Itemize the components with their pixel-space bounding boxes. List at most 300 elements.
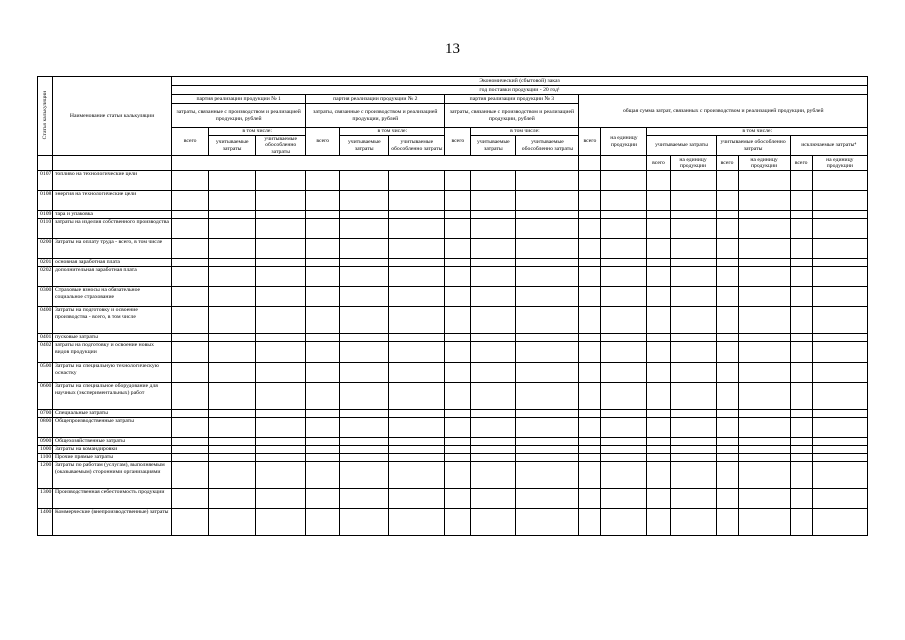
value-cell[interactable] — [670, 239, 716, 259]
value-cell[interactable] — [516, 363, 579, 383]
value-cell[interactable] — [516, 462, 579, 489]
value-cell[interactable] — [516, 287, 579, 307]
value-cell[interactable] — [340, 438, 389, 446]
value-cell[interactable] — [471, 287, 516, 307]
value-cell[interactable] — [256, 509, 306, 536]
value-cell[interactable] — [812, 383, 867, 410]
value-cell[interactable] — [716, 171, 738, 191]
value-cell[interactable] — [209, 171, 256, 191]
value-cell[interactable] — [340, 446, 389, 454]
value-cell[interactable] — [738, 363, 790, 383]
value-cell[interactable] — [389, 191, 445, 211]
value-cell[interactable] — [716, 191, 738, 211]
value-cell[interactable] — [738, 219, 790, 239]
value-cell[interactable] — [172, 418, 209, 438]
value-cell[interactable] — [670, 259, 716, 267]
value-cell[interactable] — [306, 171, 340, 191]
value-cell[interactable] — [389, 219, 445, 239]
value-cell[interactable] — [209, 267, 256, 287]
value-cell[interactable] — [716, 219, 738, 239]
value-cell[interactable] — [647, 410, 670, 418]
value-cell[interactable] — [209, 454, 256, 462]
value-cell[interactable] — [647, 342, 670, 363]
value-cell[interactable] — [256, 342, 306, 363]
value-cell[interactable] — [445, 287, 471, 307]
value-cell[interactable] — [172, 219, 209, 239]
value-cell[interactable] — [812, 287, 867, 307]
value-cell[interactable] — [172, 489, 209, 509]
value-cell[interactable] — [790, 438, 812, 446]
value-cell[interactable] — [172, 287, 209, 307]
value-cell[interactable] — [471, 259, 516, 267]
value-cell[interactable] — [256, 267, 306, 287]
value-cell[interactable] — [601, 383, 647, 410]
value-cell[interactable] — [389, 489, 445, 509]
value-cell[interactable] — [306, 489, 340, 509]
value-cell[interactable] — [738, 171, 790, 191]
value-cell[interactable] — [579, 446, 601, 454]
value-cell[interactable] — [812, 363, 867, 383]
value-cell[interactable] — [340, 509, 389, 536]
value-cell[interactable] — [738, 438, 790, 446]
value-cell[interactable] — [647, 287, 670, 307]
value-cell[interactable] — [647, 191, 670, 211]
value-cell[interactable] — [209, 211, 256, 219]
value-cell[interactable] — [306, 454, 340, 462]
value-cell[interactable] — [445, 462, 471, 489]
value-cell[interactable] — [516, 509, 579, 536]
value-cell[interactable] — [812, 509, 867, 536]
value-cell[interactable] — [471, 410, 516, 418]
value-cell[interactable] — [172, 509, 209, 536]
value-cell[interactable] — [579, 307, 601, 334]
value-cell[interactable] — [601, 267, 647, 287]
value-cell[interactable] — [172, 446, 209, 454]
value-cell[interactable] — [445, 383, 471, 410]
value-cell[interactable] — [256, 438, 306, 446]
value-cell[interactable] — [601, 239, 647, 259]
value-cell[interactable] — [471, 334, 516, 342]
value-cell[interactable] — [306, 446, 340, 454]
value-cell[interactable] — [172, 259, 209, 267]
value-cell[interactable] — [790, 489, 812, 509]
value-cell[interactable] — [306, 383, 340, 410]
value-cell[interactable] — [471, 383, 516, 410]
value-cell[interactable] — [812, 259, 867, 267]
value-cell[interactable] — [579, 191, 601, 211]
value-cell[interactable] — [209, 418, 256, 438]
value-cell[interactable] — [790, 454, 812, 462]
value-cell[interactable] — [670, 418, 716, 438]
value-cell[interactable] — [579, 509, 601, 536]
value-cell[interactable] — [471, 454, 516, 462]
value-cell[interactable] — [790, 342, 812, 363]
value-cell[interactable] — [445, 509, 471, 536]
value-cell[interactable] — [389, 410, 445, 418]
value-cell[interactable] — [579, 438, 601, 446]
value-cell[interactable] — [306, 462, 340, 489]
value-cell[interactable] — [256, 489, 306, 509]
value-cell[interactable] — [601, 307, 647, 334]
value-cell[interactable] — [445, 489, 471, 509]
value-cell[interactable] — [389, 171, 445, 191]
value-cell[interactable] — [790, 418, 812, 438]
value-cell[interactable] — [256, 383, 306, 410]
value-cell[interactable] — [738, 307, 790, 334]
value-cell[interactable] — [670, 171, 716, 191]
value-cell[interactable] — [670, 267, 716, 287]
value-cell[interactable] — [256, 418, 306, 438]
value-cell[interactable] — [812, 211, 867, 219]
value-cell[interactable] — [256, 239, 306, 259]
value-cell[interactable] — [340, 171, 389, 191]
value-cell[interactable] — [471, 438, 516, 446]
value-cell[interactable] — [340, 342, 389, 363]
value-cell[interactable] — [516, 334, 579, 342]
value-cell[interactable] — [647, 509, 670, 536]
value-cell[interactable] — [738, 462, 790, 489]
value-cell[interactable] — [601, 334, 647, 342]
value-cell[interactable] — [738, 239, 790, 259]
value-cell[interactable] — [340, 383, 389, 410]
value-cell[interactable] — [579, 219, 601, 239]
value-cell[interactable] — [738, 446, 790, 454]
value-cell[interactable] — [471, 418, 516, 438]
value-cell[interactable] — [209, 489, 256, 509]
value-cell[interactable] — [601, 509, 647, 536]
value-cell[interactable] — [670, 462, 716, 489]
value-cell[interactable] — [716, 267, 738, 287]
value-cell[interactable] — [812, 334, 867, 342]
value-cell[interactable] — [738, 410, 790, 418]
value-cell[interactable] — [812, 462, 867, 489]
value-cell[interactable] — [209, 307, 256, 334]
value-cell[interactable] — [471, 489, 516, 509]
value-cell[interactable] — [716, 410, 738, 418]
value-cell[interactable] — [738, 418, 790, 438]
value-cell[interactable] — [516, 418, 579, 438]
value-cell[interactable] — [340, 363, 389, 383]
value-cell[interactable] — [716, 454, 738, 462]
value-cell[interactable] — [812, 489, 867, 509]
value-cell[interactable] — [209, 363, 256, 383]
value-cell[interactable] — [209, 219, 256, 239]
value-cell[interactable] — [738, 342, 790, 363]
value-cell[interactable] — [172, 191, 209, 211]
value-cell[interactable] — [471, 211, 516, 219]
value-cell[interactable] — [445, 239, 471, 259]
value-cell[interactable] — [306, 418, 340, 438]
value-cell[interactable] — [812, 267, 867, 287]
value-cell[interactable] — [172, 239, 209, 259]
value-cell[interactable] — [306, 342, 340, 363]
value-cell[interactable] — [579, 418, 601, 438]
value-cell[interactable] — [389, 334, 445, 342]
value-cell[interactable] — [812, 446, 867, 454]
value-cell[interactable] — [516, 383, 579, 410]
value-cell[interactable] — [738, 267, 790, 287]
value-cell[interactable] — [601, 446, 647, 454]
value-cell[interactable] — [445, 307, 471, 334]
value-cell[interactable] — [445, 418, 471, 438]
value-cell[interactable] — [209, 383, 256, 410]
value-cell[interactable] — [306, 509, 340, 536]
value-cell[interactable] — [716, 438, 738, 446]
value-cell[interactable] — [445, 211, 471, 219]
value-cell[interactable] — [812, 342, 867, 363]
value-cell[interactable] — [716, 446, 738, 454]
value-cell[interactable] — [389, 454, 445, 462]
value-cell[interactable] — [516, 191, 579, 211]
value-cell[interactable] — [340, 267, 389, 287]
value-cell[interactable] — [670, 287, 716, 307]
value-cell[interactable] — [579, 287, 601, 307]
value-cell[interactable] — [579, 171, 601, 191]
value-cell[interactable] — [172, 267, 209, 287]
value-cell[interactable] — [516, 211, 579, 219]
value-cell[interactable] — [172, 454, 209, 462]
value-cell[interactable] — [670, 383, 716, 410]
value-cell[interactable] — [209, 239, 256, 259]
value-cell[interactable] — [716, 489, 738, 509]
value-cell[interactable] — [579, 462, 601, 489]
value-cell[interactable] — [647, 239, 670, 259]
value-cell[interactable] — [738, 287, 790, 307]
value-cell[interactable] — [256, 287, 306, 307]
value-cell[interactable] — [340, 287, 389, 307]
value-cell[interactable] — [445, 191, 471, 211]
value-cell[interactable] — [172, 307, 209, 334]
value-cell[interactable] — [172, 363, 209, 383]
value-cell[interactable] — [670, 454, 716, 462]
value-cell[interactable] — [647, 363, 670, 383]
value-cell[interactable] — [340, 410, 389, 418]
value-cell[interactable] — [340, 334, 389, 342]
value-cell[interactable] — [790, 259, 812, 267]
value-cell[interactable] — [812, 239, 867, 259]
value-cell[interactable] — [389, 342, 445, 363]
value-cell[interactable] — [209, 191, 256, 211]
value-cell[interactable] — [172, 438, 209, 446]
value-cell[interactable] — [340, 259, 389, 267]
value-cell[interactable] — [670, 438, 716, 446]
value-cell[interactable] — [471, 267, 516, 287]
value-cell[interactable] — [172, 211, 209, 219]
value-cell[interactable] — [738, 259, 790, 267]
value-cell[interactable] — [471, 171, 516, 191]
value-cell[interactable] — [790, 363, 812, 383]
value-cell[interactable] — [209, 509, 256, 536]
value-cell[interactable] — [172, 462, 209, 489]
value-cell[interactable] — [716, 342, 738, 363]
value-cell[interactable] — [445, 410, 471, 418]
value-cell[interactable] — [306, 410, 340, 418]
value-cell[interactable] — [306, 363, 340, 383]
value-cell[interactable] — [516, 410, 579, 418]
value-cell[interactable] — [516, 454, 579, 462]
value-cell[interactable] — [389, 267, 445, 287]
value-cell[interactable] — [738, 334, 790, 342]
value-cell[interactable] — [647, 259, 670, 267]
value-cell[interactable] — [579, 410, 601, 418]
value-cell[interactable] — [670, 489, 716, 509]
value-cell[interactable] — [601, 363, 647, 383]
value-cell[interactable] — [256, 446, 306, 454]
value-cell[interactable] — [716, 363, 738, 383]
value-cell[interactable] — [209, 438, 256, 446]
value-cell[interactable] — [812, 307, 867, 334]
value-cell[interactable] — [306, 267, 340, 287]
value-cell[interactable] — [340, 211, 389, 219]
value-cell[interactable] — [445, 267, 471, 287]
value-cell[interactable] — [790, 383, 812, 410]
value-cell[interactable] — [670, 307, 716, 334]
value-cell[interactable] — [256, 171, 306, 191]
value-cell[interactable] — [601, 191, 647, 211]
value-cell[interactable] — [445, 171, 471, 191]
value-cell[interactable] — [256, 259, 306, 267]
value-cell[interactable] — [516, 438, 579, 446]
value-cell[interactable] — [471, 446, 516, 454]
value-cell[interactable] — [647, 211, 670, 219]
value-cell[interactable] — [738, 191, 790, 211]
value-cell[interactable] — [579, 239, 601, 259]
value-cell[interactable] — [340, 239, 389, 259]
value-cell[interactable] — [647, 307, 670, 334]
value-cell[interactable] — [445, 446, 471, 454]
value-cell[interactable] — [790, 446, 812, 454]
value-cell[interactable] — [716, 509, 738, 536]
value-cell[interactable] — [738, 489, 790, 509]
value-cell[interactable] — [647, 489, 670, 509]
value-cell[interactable] — [670, 334, 716, 342]
value-cell[interactable] — [340, 418, 389, 438]
value-cell[interactable] — [647, 171, 670, 191]
value-cell[interactable] — [256, 462, 306, 489]
value-cell[interactable] — [471, 239, 516, 259]
value-cell[interactable] — [790, 287, 812, 307]
value-cell[interactable] — [471, 219, 516, 239]
value-cell[interactable] — [601, 171, 647, 191]
value-cell[interactable] — [471, 509, 516, 536]
value-cell[interactable] — [172, 342, 209, 363]
value-cell[interactable] — [812, 454, 867, 462]
value-cell[interactable] — [579, 259, 601, 267]
value-cell[interactable] — [340, 454, 389, 462]
value-cell[interactable] — [601, 211, 647, 219]
value-cell[interactable] — [471, 363, 516, 383]
value-cell[interactable] — [340, 191, 389, 211]
value-cell[interactable] — [647, 267, 670, 287]
value-cell[interactable] — [812, 191, 867, 211]
value-cell[interactable] — [601, 287, 647, 307]
value-cell[interactable] — [306, 219, 340, 239]
value-cell[interactable] — [647, 454, 670, 462]
value-cell[interactable] — [579, 489, 601, 509]
value-cell[interactable] — [389, 307, 445, 334]
value-cell[interactable] — [670, 191, 716, 211]
value-cell[interactable] — [389, 462, 445, 489]
value-cell[interactable] — [647, 438, 670, 446]
value-cell[interactable] — [340, 462, 389, 489]
value-cell[interactable] — [579, 334, 601, 342]
value-cell[interactable] — [716, 211, 738, 219]
value-cell[interactable] — [670, 219, 716, 239]
value-cell[interactable] — [790, 509, 812, 536]
value-cell[interactable] — [579, 211, 601, 219]
value-cell[interactable] — [812, 438, 867, 446]
value-cell[interactable] — [790, 334, 812, 342]
value-cell[interactable] — [516, 267, 579, 287]
value-cell[interactable] — [209, 334, 256, 342]
value-cell[interactable] — [172, 383, 209, 410]
value-cell[interactable] — [738, 383, 790, 410]
value-cell[interactable] — [579, 342, 601, 363]
value-cell[interactable] — [601, 410, 647, 418]
value-cell[interactable] — [306, 259, 340, 267]
value-cell[interactable] — [716, 462, 738, 489]
value-cell[interactable] — [172, 171, 209, 191]
value-cell[interactable] — [389, 259, 445, 267]
value-cell[interactable] — [516, 342, 579, 363]
value-cell[interactable] — [647, 334, 670, 342]
value-cell[interactable] — [647, 446, 670, 454]
value-cell[interactable] — [256, 410, 306, 418]
value-cell[interactable] — [209, 462, 256, 489]
value-cell[interactable] — [601, 418, 647, 438]
value-cell[interactable] — [172, 334, 209, 342]
value-cell[interactable] — [209, 287, 256, 307]
value-cell[interactable] — [471, 462, 516, 489]
value-cell[interactable] — [716, 334, 738, 342]
value-cell[interactable] — [647, 462, 670, 489]
value-cell[interactable] — [601, 219, 647, 239]
value-cell[interactable] — [306, 239, 340, 259]
value-cell[interactable] — [790, 171, 812, 191]
value-cell[interactable] — [172, 410, 209, 418]
value-cell[interactable] — [647, 219, 670, 239]
value-cell[interactable] — [306, 438, 340, 446]
value-cell[interactable] — [389, 211, 445, 219]
value-cell[interactable] — [601, 259, 647, 267]
value-cell[interactable] — [579, 267, 601, 287]
value-cell[interactable] — [647, 383, 670, 410]
value-cell[interactable] — [790, 239, 812, 259]
value-cell[interactable] — [601, 489, 647, 509]
value-cell[interactable] — [306, 334, 340, 342]
value-cell[interactable] — [716, 259, 738, 267]
value-cell[interactable] — [209, 259, 256, 267]
value-cell[interactable] — [389, 446, 445, 454]
value-cell[interactable] — [516, 489, 579, 509]
value-cell[interactable] — [516, 239, 579, 259]
value-cell[interactable] — [670, 410, 716, 418]
value-cell[interactable] — [445, 342, 471, 363]
value-cell[interactable] — [790, 191, 812, 211]
value-cell[interactable] — [790, 307, 812, 334]
value-cell[interactable] — [445, 219, 471, 239]
value-cell[interactable] — [738, 211, 790, 219]
value-cell[interactable] — [670, 446, 716, 454]
value-cell[interactable] — [389, 287, 445, 307]
value-cell[interactable] — [647, 418, 670, 438]
value-cell[interactable] — [601, 342, 647, 363]
value-cell[interactable] — [340, 307, 389, 334]
value-cell[interactable] — [670, 211, 716, 219]
value-cell[interactable] — [340, 489, 389, 509]
value-cell[interactable] — [790, 219, 812, 239]
value-cell[interactable] — [340, 219, 389, 239]
